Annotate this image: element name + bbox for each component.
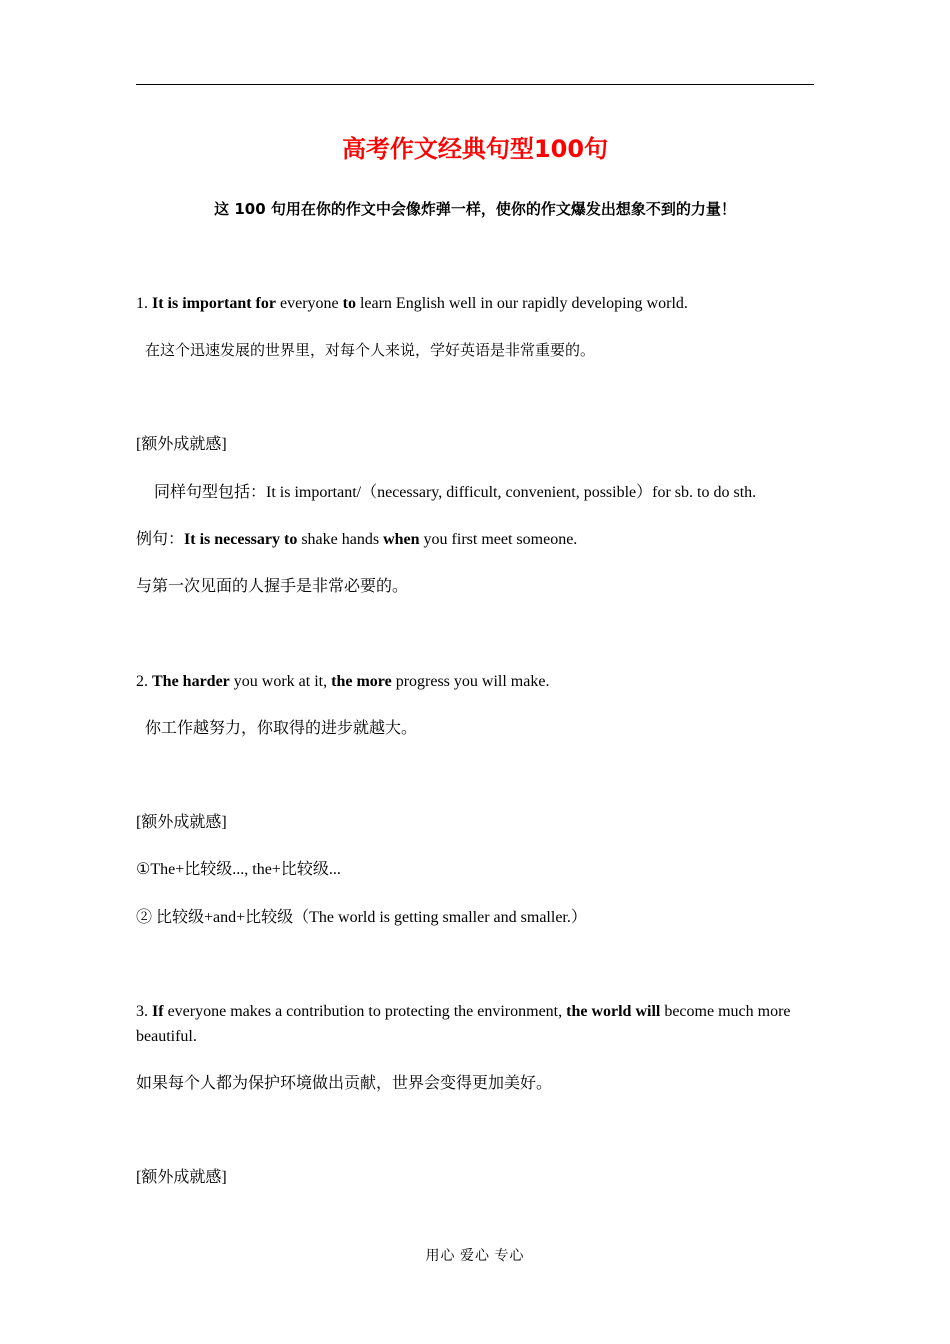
sentence-text: you first meet someone. (419, 531, 578, 548)
pattern-item-1: ①The+比较级..., the+比较级... (136, 861, 341, 878)
sentence-2-translation: 你工作越努力，你取得的进步就越大。 (145, 720, 418, 737)
sentence-3-translation: 如果每个人都为保护环境做出贡献，世界会变得更加美好。 (136, 1075, 553, 1092)
example-sentence (136, 527, 816, 552)
extra-label: [额外成就感] (136, 814, 227, 831)
pattern-item-2: ② 比较级+and+比较级（The world is getting smaller and smaller.） (136, 909, 587, 926)
sentence-number: 2. (136, 673, 152, 690)
key-phrase: If (152, 1003, 164, 1020)
key-phrase: The harder (152, 673, 230, 690)
page-subtitle: 这 100 句用在你的作文中会像炸弹一样，使你的作文爆发出想象不到的力量！ (214, 200, 736, 218)
example-translation: 与第一次见面的人握手是非常必要的。 (136, 578, 409, 595)
page-title: 高考作文经典句型100句 (341, 135, 609, 163)
page-footer: 用心 爱心 专心 (425, 1249, 525, 1264)
sentence-number: 3. (136, 1003, 152, 1020)
sentence-2 (136, 669, 816, 694)
key-phrase: the world will (566, 1003, 661, 1020)
example-prefix: 例句： (136, 531, 185, 548)
key-phrase: the more (331, 673, 392, 690)
pattern-note: 同样句型包括：It is important/（necessary, difficult, convenient, possible）for sb. to do sth. (154, 484, 757, 501)
sentence-1 (136, 291, 816, 316)
sentence-text: you work at it, (229, 673, 332, 690)
sentence-text: progress you will make. (391, 673, 550, 690)
sentence-3 (136, 999, 816, 1049)
sentence-text: learn English well in our rapidly developing world. (355, 295, 688, 312)
key-phrase: to (342, 295, 356, 312)
extra-label: [额外成就感] (136, 436, 227, 453)
key-phrase: It is important for (152, 295, 276, 312)
sentence-text: shake hands (297, 531, 384, 548)
sentence-text: become much more beautiful. (136, 1003, 791, 1045)
header-rule (136, 84, 814, 85)
sentence-number: 1. (136, 295, 152, 312)
key-phrase: when (383, 531, 420, 548)
sentence-1-translation: 在这个迅速发展的世界里，对每个人来说，学好英语是非常重要的。 (145, 341, 596, 359)
sentence-text: everyone (275, 295, 343, 312)
key-phrase: It is necessary to (184, 531, 298, 548)
extra-label: [额外成就感] (136, 1169, 227, 1186)
sentence-text: everyone makes a contribution to protecting the environment, (163, 1003, 567, 1020)
